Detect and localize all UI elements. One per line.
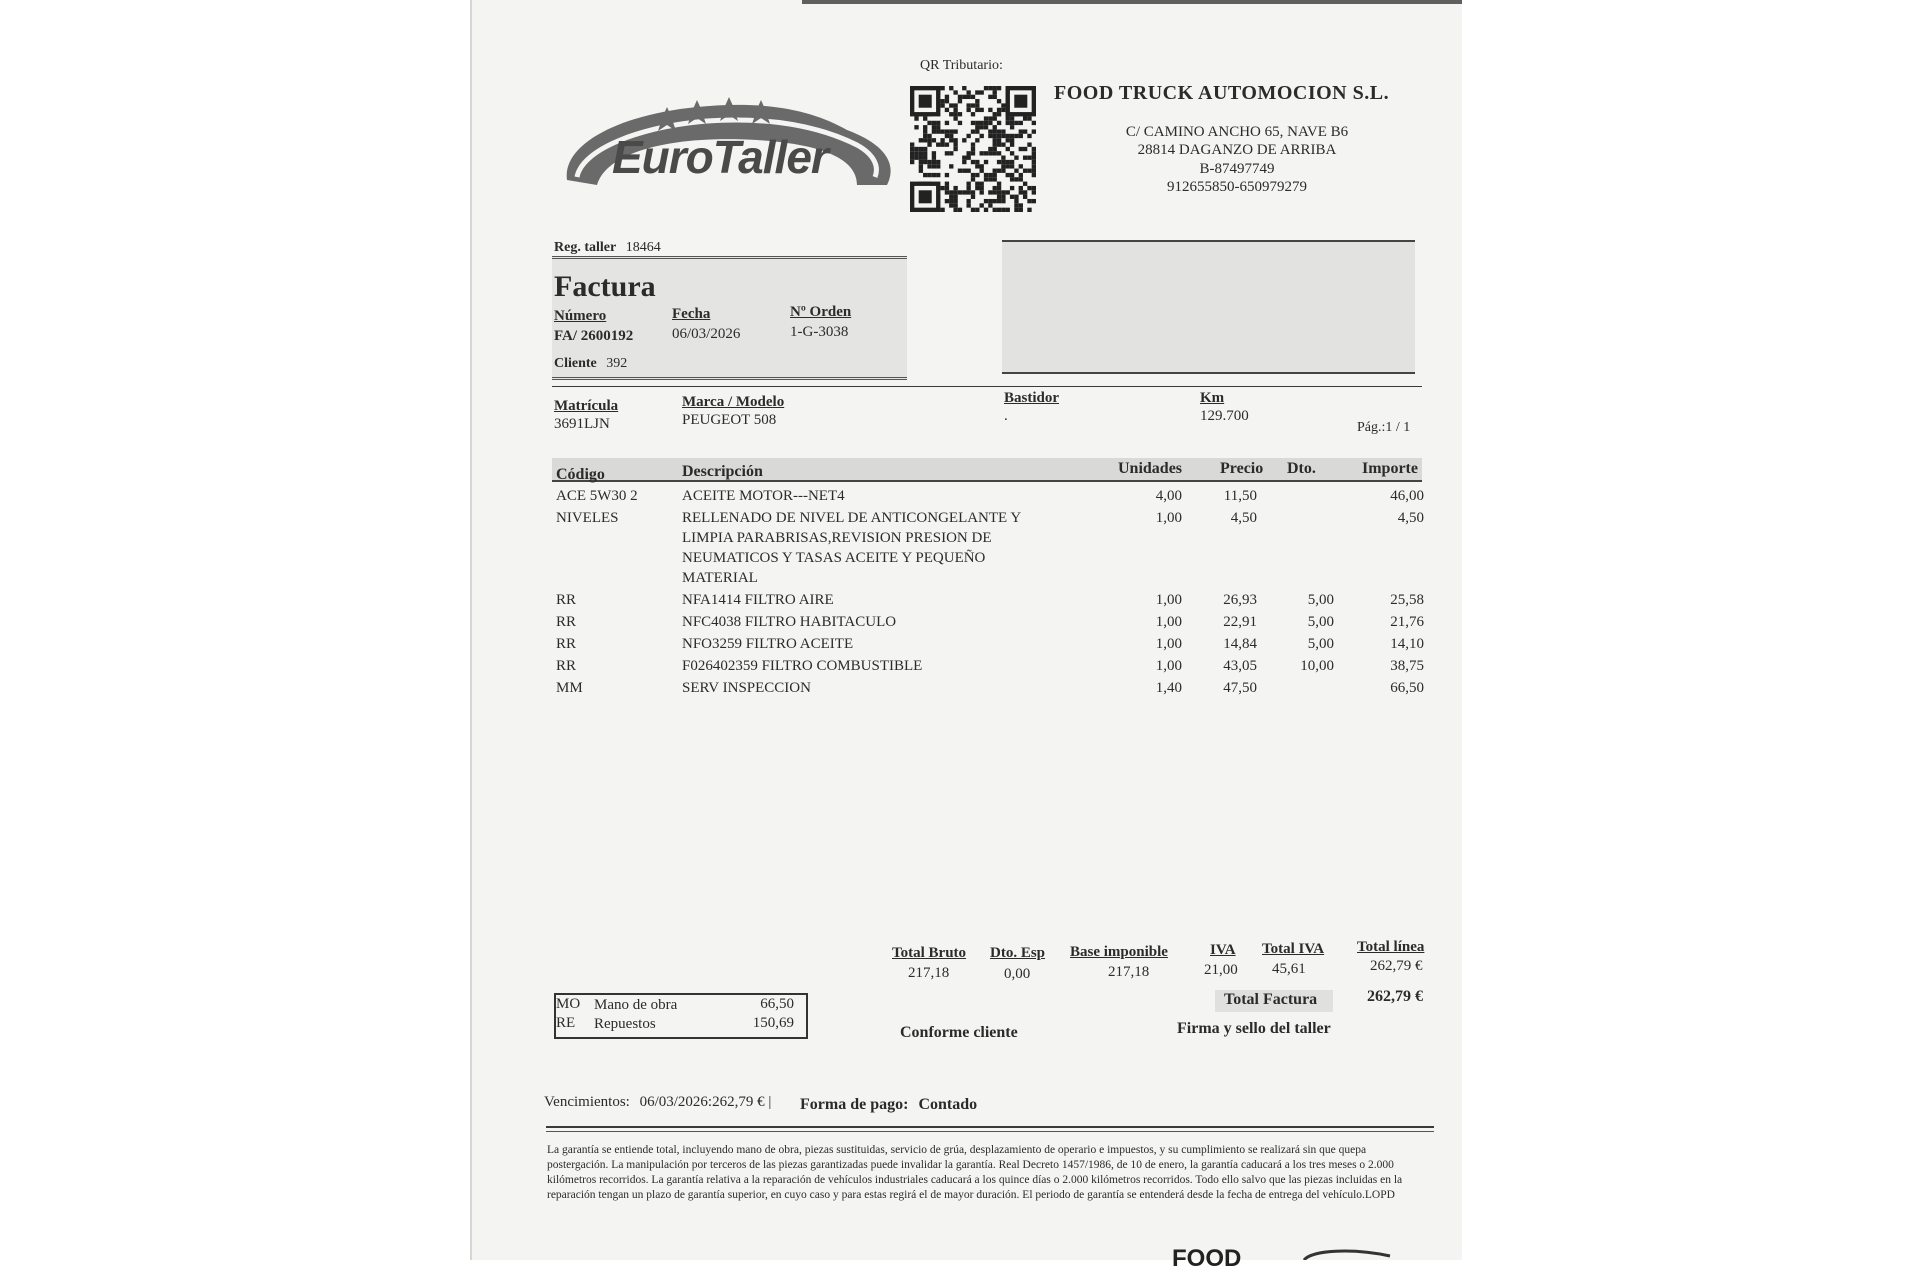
registry-label: Reg. taller (554, 240, 617, 255)
gross-value: 217,18 (908, 965, 950, 981)
row-amount: 21,76 (1390, 614, 1424, 630)
payment-method-label: Forma de pago: (800, 1096, 909, 1113)
row-discount: 5,00 (1307, 592, 1334, 608)
page-number: Pág.:1 / 1 (1357, 420, 1411, 435)
row-description: RELLENADO DE NIVEL DE ANTICONGELANTE Y (682, 510, 1022, 526)
company-cif: B-87497749 (1199, 160, 1275, 177)
qr-code-icon (910, 86, 1036, 212)
row-code: ACE 5W30 2 (556, 488, 638, 504)
row-code: RR (556, 614, 577, 630)
client (554, 356, 627, 372)
row-description: NFA1414 FILTRO AIRE (682, 592, 834, 608)
order-label: Nº Orden (790, 304, 852, 320)
row-description: MATERIAL (682, 570, 758, 586)
special-discount-value: 0,00 (1004, 966, 1031, 982)
row-discount: 5,00 (1307, 614, 1334, 630)
col-units-header: Unidades (1118, 460, 1183, 477)
col-amount-header: Importe (1362, 460, 1418, 477)
row-amount: 14,10 (1390, 636, 1424, 652)
row-code: RR (556, 636, 577, 652)
client-number: 392 (606, 356, 628, 371)
gross-label: Total Bruto (892, 945, 967, 961)
row-units: 1,00 (1155, 636, 1182, 652)
company-phones: 912655850-650979279 (1167, 179, 1307, 195)
row-units: 1,00 (1155, 510, 1182, 526)
km-value: 129.700 (1200, 408, 1249, 424)
vat-total-label: Total IVA (1262, 941, 1325, 957)
workshop-signature-label: Firma y sello del taller (1177, 1020, 1331, 1037)
row-description: NEUMATICOS Y TASAS ACEITE Y PEQUEÑO (682, 550, 986, 566)
labour-parts-summary (554, 993, 808, 1039)
invoice-number-label: Número (554, 308, 607, 324)
plate-value: 3691LJN (554, 416, 610, 432)
company-info (1042, 84, 1432, 197)
parts-value: 150,69 (752, 1015, 794, 1031)
client-signature-label: Conforme cliente (900, 1024, 1018, 1041)
special-discount-label: Dto. Esp (990, 945, 1046, 961)
client-label: Cliente (554, 356, 597, 371)
invoice-date-label: Fecha (672, 306, 711, 322)
invoice-number: FA/ 2600192 (554, 328, 634, 344)
row-description: NFO3259 FILTRO ACEITE (682, 636, 854, 652)
labour-value: 66,50 (760, 996, 794, 1012)
model-label: Marca / Modelo (682, 394, 785, 410)
bottom-car-icon (1302, 1248, 1392, 1260)
row-units: 4,00 (1155, 488, 1182, 504)
row-units: 1,40 (1155, 680, 1182, 696)
footer-divider-1 (546, 1126, 1434, 1128)
eurotaller-logo (557, 85, 897, 205)
row-price: 47,50 (1223, 680, 1257, 696)
company-address-line1: C/ CAMINO ANCHO 65, NAVE B6 (1125, 123, 1349, 140)
labour-label: Mano de obra (594, 997, 678, 1013)
vat-total-value: 45,61 (1272, 961, 1306, 977)
plate-label: Matrícula (554, 398, 619, 414)
row-discount: 10,00 (1300, 658, 1334, 674)
due-label: Vencimientos: (544, 1094, 630, 1110)
row-amount: 46,00 (1390, 488, 1424, 504)
registry (554, 240, 661, 256)
row-description: SERV INSPECCION (682, 680, 811, 696)
company-address-line2: 28814 DAGANZO DE ARRIBA (1137, 142, 1337, 158)
chassis-value: . (1004, 408, 1008, 424)
warranty-text: La garantía se entiende total, incluyendo mano de obra, piezas sustituidas, servicio de grúa, desplazamiento de operario e impuestos, y su cumplimiento se realizará sin que quepa postergación. La manipulación por terceros de las piezas garantizadas puede invalidar la garantía. Real Decreto 1457/1986, de 10 de enero, la garantía caducará a los tres meses o 2.000 kilómetros recorridos. La garantía relativa a la reparación de vehículos industriales caducará a los quince días o 2.000 kilómetros recorridos. Todo ello salvo que las piezas incluidas en la reparación tengan un plazo de garantía superior, en cuyo caso y para estas regirá el de mayor duración. El periodo de garantía se entenderá desde la fecha de entrega del vehículo.LOPD (547, 1144, 1403, 1201)
parts-label: Repuestos (594, 1016, 656, 1032)
row-description: ACEITE MOTOR---NET4 (682, 488, 845, 504)
row-amount: 38,75 (1390, 658, 1424, 674)
row-price: 11,50 (1223, 488, 1257, 504)
row-units: 1,00 (1155, 658, 1182, 674)
company-name: FOOD TRUCK AUTOMOCION S.L. (1054, 82, 1390, 104)
payment-method (800, 1096, 977, 1114)
row-code: NIVELES (556, 510, 619, 526)
due-value: 06/03/2026:262,79 € | (639, 1094, 772, 1110)
tax-base-label: Base imponible (1070, 944, 1168, 960)
divider (552, 386, 1422, 387)
model-value: PEUGEOT 508 (682, 412, 777, 428)
invoice-total-value: 262,79 € (1367, 988, 1423, 1005)
row-code: MM (556, 680, 583, 696)
row-amount: 66,50 (1390, 680, 1424, 696)
chassis-label: Bastidor (1004, 390, 1060, 406)
vat-rate-label: IVA (1210, 942, 1236, 958)
col-price-header: Precio (1220, 460, 1264, 477)
parts-code: RE (556, 1015, 576, 1031)
invoice-total-label: Total Factura (1224, 991, 1318, 1008)
col-disc-header: Dto. (1287, 460, 1316, 477)
registry-value: 18464 (625, 240, 661, 255)
km-label: Km (1200, 390, 1225, 406)
client-address-box (1002, 240, 1415, 374)
row-amount: 4,50 (1397, 510, 1424, 526)
tax-base-value: 217,18 (1108, 964, 1150, 980)
row-price: 22,91 (1223, 614, 1257, 630)
food-truck-logo: FOOD (1172, 1245, 1242, 1272)
line-total-label: Total línea (1357, 939, 1425, 955)
order-number: 1-G-3038 (790, 324, 849, 340)
due-dates (544, 1094, 771, 1111)
page-edge-shadow (802, 0, 1462, 4)
logo-text: EuroTaller (612, 131, 828, 183)
row-description: F026402359 FILTRO COMBUSTIBLE (682, 658, 923, 674)
row-code: RR (556, 592, 577, 608)
row-units: 1,00 (1155, 592, 1182, 608)
invoice-date: 06/03/2026 (672, 326, 741, 342)
row-description: NFC4038 FILTRO HABITACULO (682, 614, 897, 630)
row-description: LIMPIA PARABRISAS,REVISION PRESION DE (682, 530, 992, 546)
row-code: RR (556, 658, 577, 674)
labour-code: MO (556, 996, 581, 1012)
row-price: 4,50 (1230, 510, 1257, 526)
vat-rate-value: 21,00 (1204, 962, 1238, 978)
qr-label: QR Tributario: (920, 58, 1003, 73)
row-amount: 25,58 (1390, 592, 1424, 608)
payment-method-value: Contado (918, 1096, 978, 1113)
invoice-title: Factura (554, 270, 656, 303)
row-discount: 5,00 (1307, 636, 1334, 652)
row-units: 1,00 (1155, 614, 1182, 630)
row-price: 26,93 (1223, 592, 1257, 608)
col-desc-header: Descripción (682, 463, 763, 480)
row-price: 14,84 (1223, 636, 1257, 652)
row-price: 43,05 (1223, 658, 1257, 674)
line-total-value: 262,79 € (1370, 958, 1423, 974)
col-code-header: Código (556, 466, 605, 483)
footer-divider-2 (546, 1131, 1434, 1132)
invoice-page (470, 0, 1462, 1272)
